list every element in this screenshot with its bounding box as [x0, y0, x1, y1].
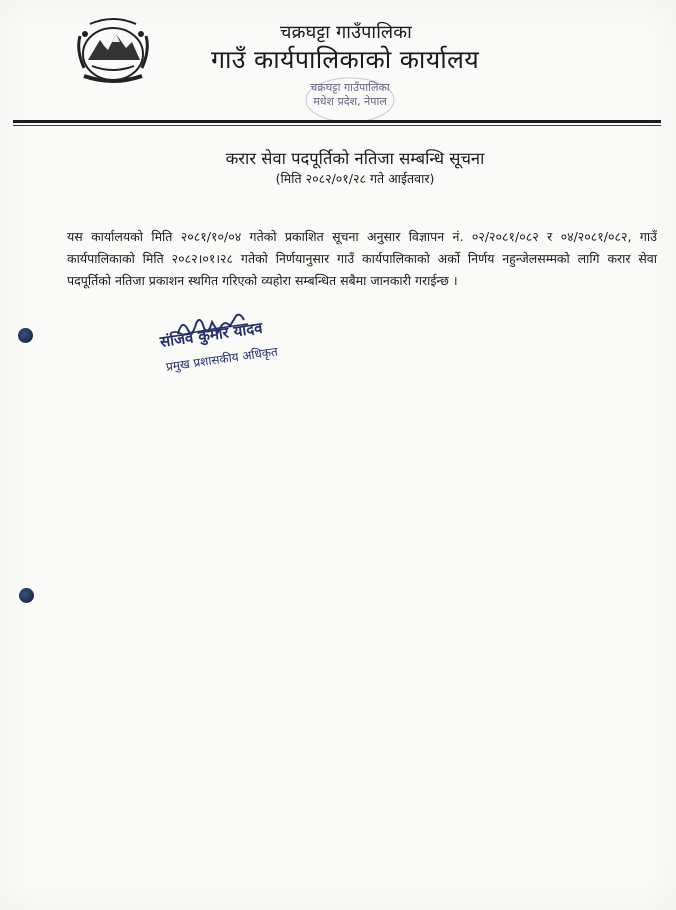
stamp-line-1: चक्रघट्टा गाउँपालिका: [310, 81, 390, 94]
office-stamp: [298, 76, 402, 132]
notice-body: यस कार्यालयको मिति २०८१/१०/०४ गतेको प्रकाशित सूचना अनुसार विज्ञापन नं. ०२/२०८१/०८२ र ०४/२०८१/०८२, गाउँ कार्यपालिकाको मिति २०८२।०१।२८ गतेको निर्णयानुसार गाउँ कार्यपालिकाको अर्को निर्णय नहुन्जेलसम्मको लागि करार सेवा पदपूर्तिको नतिजा प्रकाशन स्थगित गरिएको व्यहोरा सम्बन्धित सबैमा जानकारी गराईन्छ ।: [67, 229, 657, 288]
notice-date: (मिति २०८२/०१/२८ गते आईतवार): [275, 171, 435, 186]
signatory-title: प्रमुख प्रशासकीय अधिकृत: [165, 344, 279, 374]
punch-hole: [19, 588, 34, 603]
municipality-name: चक्रघट्टा गाउँपालिका: [280, 22, 412, 43]
nepal-emblem-icon: [70, 16, 156, 86]
header-divider-thin: [13, 125, 661, 126]
stamp-line-2: मधेश प्रदेश, नेपाल: [313, 95, 387, 108]
signatory-name: संजिव कुमार यादव: [158, 318, 264, 351]
office-name: गाउँ कार्यपालिकाको कार्यालय: [210, 45, 480, 74]
notice-title: करार सेवा पदपूर्तिको नतिजा सम्बन्धि सूचना: [225, 149, 485, 168]
header-divider: [13, 120, 661, 123]
punch-hole: [18, 328, 33, 343]
